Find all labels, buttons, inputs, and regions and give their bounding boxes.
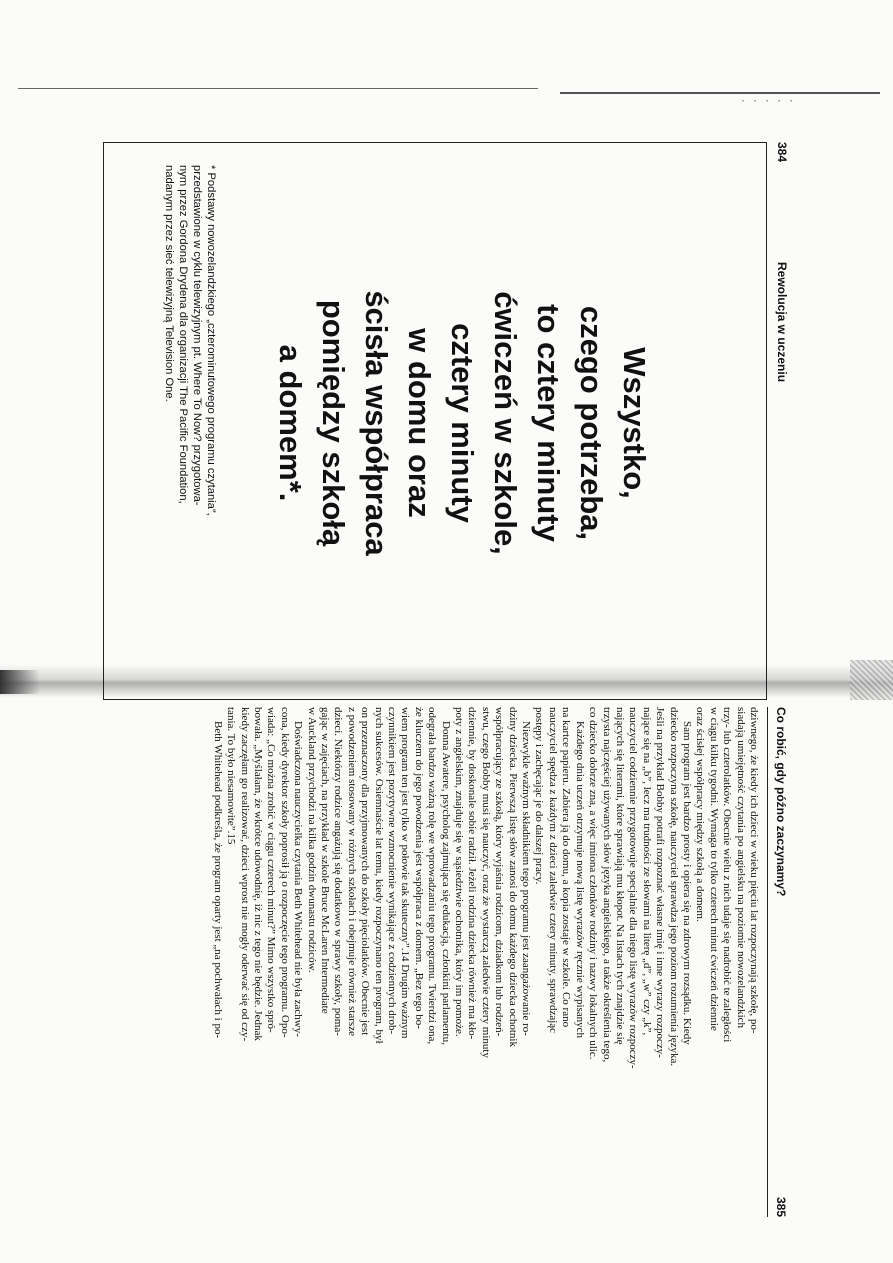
quote-line: to cztery minuty [531, 304, 566, 542]
page-385 [90, 707, 790, 1217]
quote-box [103, 142, 767, 700]
text-line: Doświadczona nauczycielka czytania Beth Whitehead nie była zachwy- [292, 721, 305, 1037]
text-line: dziecko rozpoczyna szkołę, nauczyciel sprawdza jego poziom rozumienia języka. [667, 707, 680, 1067]
text-line: gając w zajęciach, na przykład w szkole Bruce McLaren Intermediate [319, 707, 331, 1014]
text-line: wiada: „Co można zrobić w ciągu czterech minut?” Mimo wszystko spró- [265, 707, 278, 1033]
text-line: dziwnego, że kiedy ich dzieci w wieku pięciu lat rozpoczynają szkołę, po- [748, 707, 760, 1034]
text-line: Beth Whitehead podkreśla, że program oparty jest „na pochwałach i po- [211, 721, 224, 1039]
text-line: postępy i zachęcając je do dalszej pracy. [533, 707, 546, 885]
footnote-line: nym przez Gordona Drydena dla organizacji The Pacific Foundation, [177, 165, 189, 504]
scan-artifact-line [560, 92, 880, 94]
text-line: wiem program ten jest tylko w połowie tak skuteczny”.14 Drugim ważnym [399, 707, 412, 1039]
text-line: trzysta najczęściej używanych słów języka angielskiego, a także określenia tego, [600, 707, 613, 1063]
text-line: że kluczem do jego powodzenia jest współpraca z domem. „Bez tego bo- [412, 707, 425, 1029]
quote-line: Wszystko, [617, 347, 652, 499]
footnote-line: nadanym przez sieć telewizyjną Television One. [163, 165, 175, 402]
pull-quote [269, 183, 656, 663]
text-line: na kartce papieru. Zabiera ją do domu, a kopia zostaje w szkole. Co rano [560, 707, 573, 1028]
book-gutter-shadow [850, 660, 893, 700]
text-line: tania. To było niesamowite”.15 [225, 707, 238, 845]
text-line: w Auckland przychodzi na kilka godzin dwunastu rodziców. [305, 707, 318, 973]
quote-line: w domu oraz [402, 328, 437, 518]
text-line: Jeśli na przykład Bobby potrafi rozpoznać własne imię i inne wyrazy rozpoczy- [654, 707, 667, 1058]
text-line: nauczyciel spędza z każdym z dzieci zaledwie cztery minuty, sprawdzając [546, 707, 559, 1034]
text-line: dziny dziecka. Pierwszą listę słów zanosi do domu każdego dziecka ochotnik [506, 707, 519, 1047]
text-line: czynnikiem jest pozytywne wzmocnienie wynikające z codziennych drob- [386, 707, 399, 1035]
text-line: dzieci. Niektórzy rodzice angażują się dodatkowo w sprawy szkoły, poma- [332, 707, 345, 1036]
quote-line: czego potrzeba, [574, 305, 609, 541]
text-line: z powodzeniem stosowany w różnych szkołach i obejmuje również starsze [345, 707, 358, 1036]
footnote-line: * Podstawy nowozelandzkiego „czterominutowego programu czytania”, [205, 165, 217, 516]
text-line: dziennie, by doskonale sobie radził. Jeżeli rodzina dziecka również ma kło- [466, 707, 479, 1040]
text-line: trzy- lub czterolatków. Obecnie wielu z nich udaje się nadrobić te zaległości [721, 707, 734, 1043]
page-number: 384 [775, 142, 789, 163]
text-line: on przeznaczony dla przyjmowanych do szkoły pięciolatków. Obecnie jest [359, 707, 372, 1036]
scan-artifact-dots: · · · · · [740, 96, 795, 107]
text-line: współpracujący ze szkołą, który wyjaśnia rodzicom, dziadkom lub rodzeń- [493, 707, 506, 1037]
text-line: nające się na „b”, lecz ma trudności ze słowami na literę „d”, „w” czy „k”, [640, 707, 653, 1036]
quote-line: ćwiczeń w szkole, [488, 291, 523, 555]
text-line: Sam program jest bardzo prosty i opiera się na zdrowym rozsądku. Kiedy [680, 721, 693, 1045]
scan-artifact-line [18, 88, 538, 89]
text-line: bowała. „Myślałam, że wkrótce udowodnię, iż nic z tego nie będzie. Jednak [251, 707, 264, 1041]
text-line: stwu, czego Bobby musi się nauczyć, oraz że wystarczą zaledwie cztery minuty [479, 707, 492, 1058]
text-line: nauczyciel codziennie przygotowuje specjalnie dla niego listę wyrazów rozpoczy- [627, 707, 640, 1069]
text-line: nych sukcesów. Osiemnaście lat temu, kiedy rozpoczynano ten program, był [372, 707, 385, 1044]
footnote [162, 165, 218, 665]
text-line: Każdego dnia uczeń otrzymuje nową listę wyrazów ręcznie wypisanych [573, 721, 586, 1039]
book-gutter-shadow [0, 670, 40, 694]
text-line: odegrała bardzo ważną rolę we wprowadzaniu tego programu. Twierdzi ona, [426, 707, 439, 1045]
body-text [210, 707, 760, 1217]
text-line: nających się literami, które sprawiają mu kłopot. Na listach tych znajdzie się [613, 707, 626, 1045]
quote-line: cztery minuty [445, 323, 480, 523]
page-384 [101, 142, 791, 702]
text-line: siadają umiejętność czytania po angielsku na poziomie nowozelandzkich [734, 707, 747, 1029]
text-line: Niezwykle ważnym składnikiem tego programu jest zaangażowanie ro- [520, 721, 533, 1036]
text-line: poty z angielskim, znajduje się w sąsiedztwie ochotnika, który im pomoże. [453, 707, 466, 1037]
page-header [771, 142, 791, 702]
text-line: w ciągu kilku tygodni. Wymaga to tylko czterech minut ćwiczeń dziennie [707, 707, 720, 1031]
page-header [767, 707, 790, 1217]
text-line: Donna Awatere, psycholog zajmująca się edukacją, członkini parlamentu, [439, 721, 452, 1045]
page-number: 385 [774, 1196, 788, 1217]
text-line: cona, kiedy dyrektor szkoły poprosił ją o rozpoczęcie tego programu. Opo- [278, 707, 291, 1038]
footnote-line: przedstawione w cyklu telewizyjnym pt. Where To Now? przygotowa- [191, 165, 203, 506]
quote-line: a domem*. [273, 344, 308, 502]
text-line: co dziecko dobrze zna, a więc imiona członków rodziny i nazwy lokalnych ulic. [587, 707, 600, 1060]
quote-line: ścisła współpraca [359, 290, 394, 556]
text-line: oraz ścisłej współpracy między szkołą a domem. [694, 707, 707, 922]
running-head: Co robić, gdy późno zaczynamy? [774, 707, 788, 897]
text-line: kiedy zaczęłam go realizować, dzieci wprost nie mogły oderwać się od czy- [238, 707, 251, 1042]
quote-line: pomiędzy szkołą [316, 299, 351, 547]
running-head: Rewolucja w uczeniu [775, 262, 789, 383]
